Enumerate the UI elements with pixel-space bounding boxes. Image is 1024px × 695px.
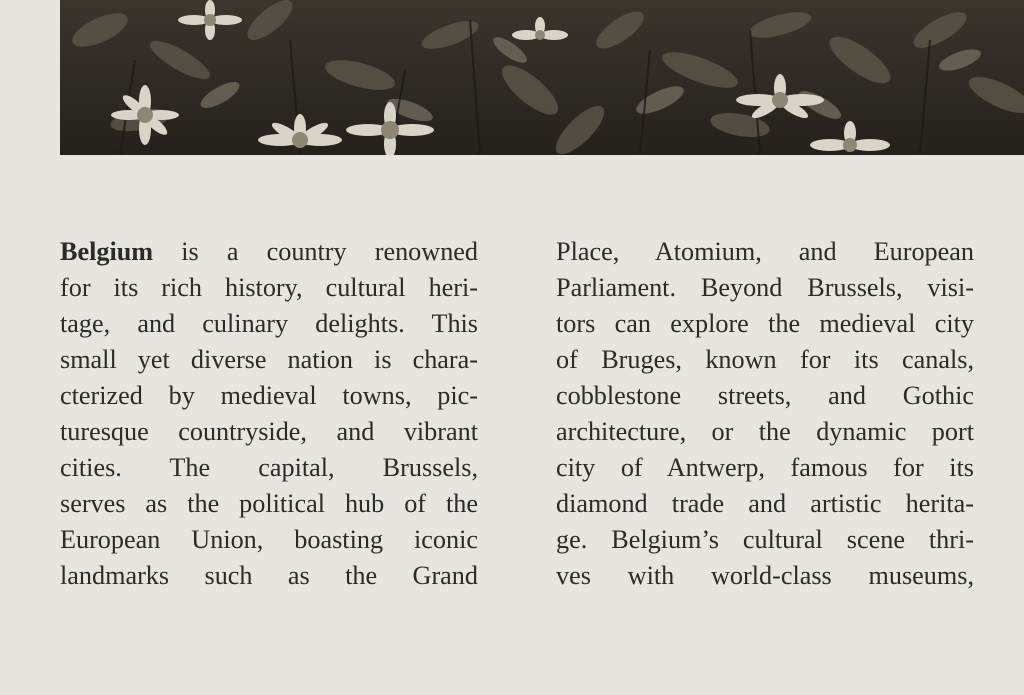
article-line: cterized by medieval towns, pic- <box>60 381 478 410</box>
article-line: ge. Belgium’s cultural scene thri- <box>556 525 974 554</box>
article-line: tage, and culinary delights. This <box>60 309 478 338</box>
article-line: European Union, boasting iconic <box>60 525 478 554</box>
article-line: small yet diverse nation is chara- <box>60 345 478 374</box>
article-line: diamond trade and artistic herita- <box>556 489 974 518</box>
hero-image <box>60 0 1024 155</box>
article-line: ves with world-class museums, <box>556 561 974 590</box>
article-line: Place, Atomium, and European <box>556 237 974 266</box>
article-left-column <box>60 234 478 594</box>
lead-word: Belgium <box>60 237 154 266</box>
article-line <box>60 234 478 270</box>
article-line: Parliament. Beyond Brussels, visi- <box>556 273 974 302</box>
article-line: serves as the political hub of the <box>60 489 478 518</box>
first-line-text: is a country renowned <box>181 237 478 266</box>
article-line: turesque countryside, and vibrant <box>60 417 478 446</box>
article-line: cities. The capital, Brussels, <box>60 453 478 482</box>
flower-garden-photo <box>60 0 1024 155</box>
article-line: of Bruges, known for its canals, <box>556 345 974 374</box>
article-line: cobblestone streets, and Gothic <box>556 381 974 410</box>
article-right-column <box>556 234 974 594</box>
article-line: architecture, or the dynamic port <box>556 417 974 446</box>
article-line: for its rich history, cultural heri- <box>60 273 478 302</box>
article-line: landmarks such as the Grand <box>60 561 478 590</box>
article-line: city of Antwerp, famous for its <box>556 453 974 482</box>
article-line: tors can explore the medieval city <box>556 309 974 338</box>
